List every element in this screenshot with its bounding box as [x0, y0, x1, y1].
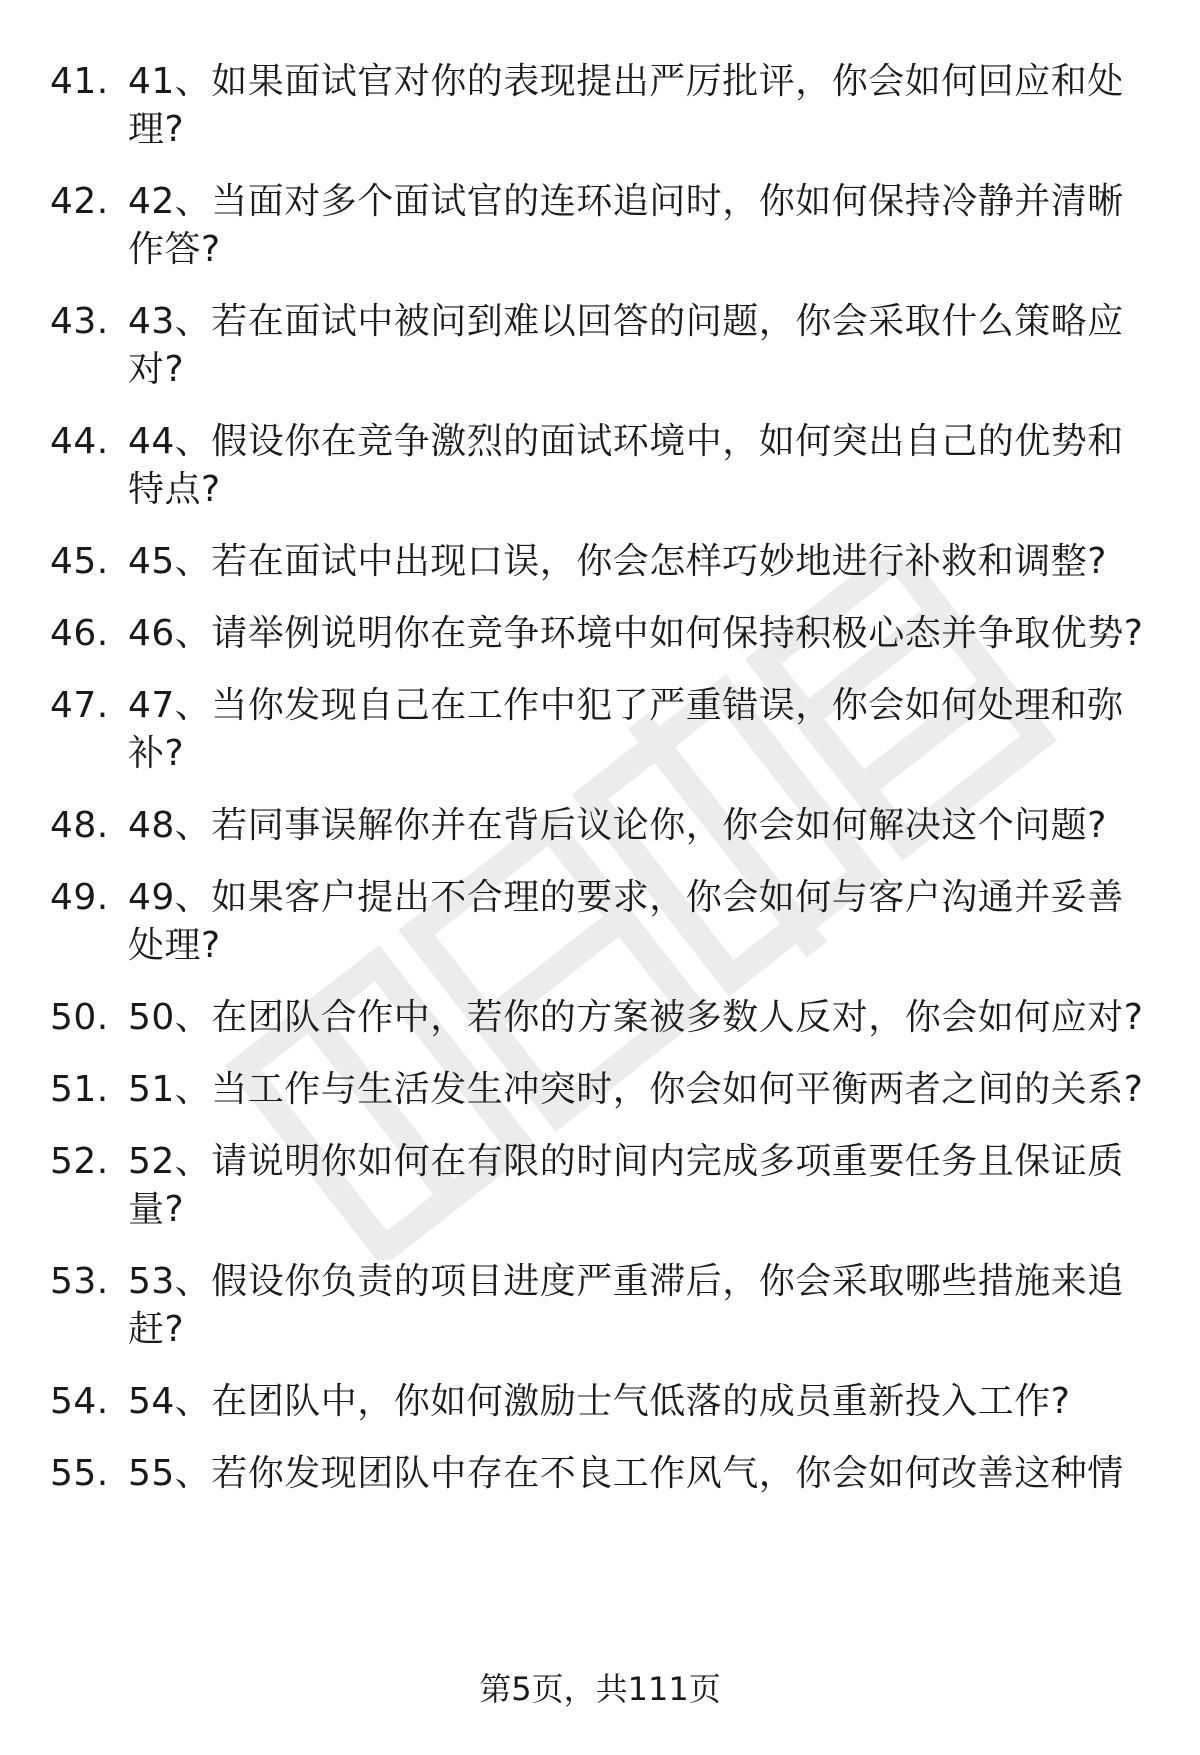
- list-item: [0, 418, 1200, 514]
- item-number: 46.: [50, 613, 109, 654]
- item-number: 43.: [50, 301, 109, 342]
- list-item: [0, 178, 1200, 274]
- list-item: [0, 1258, 1200, 1354]
- item-number: 41.: [50, 61, 109, 102]
- question-text: 55、若你发现团队中存在不良工作风气，你会如何改善这种情: [128, 1453, 1124, 1494]
- item-number: 49.: [50, 877, 109, 918]
- item-number: 50.: [50, 997, 109, 1038]
- list-item: [0, 994, 1200, 1042]
- list-item: [0, 682, 1200, 778]
- list-item: [0, 1138, 1200, 1234]
- question-list: [0, 58, 1200, 1522]
- item-number: 48.: [50, 805, 109, 846]
- list-item: [0, 538, 1200, 586]
- item-number: 47.: [50, 685, 109, 726]
- item-number: 45.: [50, 541, 109, 582]
- question-text: 45、若在面试中出现口误，你会怎样巧妙地进行补救和调整?: [128, 541, 1107, 582]
- list-item: [0, 610, 1200, 658]
- question-text: 54、在团队中，你如何激励士气低落的成员重新投入工作?: [128, 1381, 1071, 1422]
- question-text: 47、当你发现自己在工作中犯了严重错误，你会如何处理和弥补?: [128, 685, 1124, 774]
- list-item: [0, 802, 1200, 850]
- question-text: 44、假设你在竞争激烈的面试环境中，如何突出自己的优势和特点?: [128, 421, 1124, 510]
- item-number: 44.: [50, 421, 109, 462]
- list-item: [0, 1066, 1200, 1114]
- list-item: [0, 874, 1200, 970]
- item-number: 55.: [50, 1453, 109, 1494]
- list-item: [0, 1378, 1200, 1426]
- question-text: 49、如果客户提出不合理的要求，你会如何与客户沟通并妥善处理?: [128, 877, 1124, 966]
- item-number: 53.: [50, 1261, 109, 1302]
- list-item: [0, 1450, 1200, 1498]
- question-text: 43、若在面试中被问到难以回答的问题，你会采取什么策略应对?: [128, 301, 1124, 390]
- list-item: [0, 298, 1200, 394]
- question-text: 48、若同事误解你并在背后议论你，你会如何解决这个问题?: [128, 805, 1107, 846]
- item-number: 42.: [50, 181, 109, 222]
- list-item: [0, 58, 1200, 154]
- question-text: 51、当工作与生活发生冲突时，你会如何平衡两者之间的关系?: [128, 1069, 1144, 1110]
- item-number: 54.: [50, 1381, 109, 1422]
- question-text: 53、假设你负责的项目进度严重滞后，你会采取哪些措施来追赶?: [128, 1261, 1124, 1350]
- question-text: 50、在团队合作中，若你的方案被多数人反对，你会如何应对?: [128, 997, 1144, 1038]
- item-number: 51.: [50, 1069, 109, 1110]
- question-text: 42、当面对多个面试官的连环追问时，你如何保持冷静并清晰作答?: [128, 181, 1124, 270]
- question-text: 46、请举例说明你在竞争环境中如何保持积极心态并争取优势?: [128, 613, 1144, 654]
- question-text: 41、如果面试官对你的表现提出严厉批评，你会如何回应和处理?: [128, 61, 1124, 150]
- page-number-footer: 第5页，共111页: [479, 1670, 721, 1708]
- item-number: 52.: [50, 1141, 109, 1182]
- question-text: 52、请说明你如何在有限的时间内完成多项重要任务且保证质量?: [128, 1141, 1124, 1230]
